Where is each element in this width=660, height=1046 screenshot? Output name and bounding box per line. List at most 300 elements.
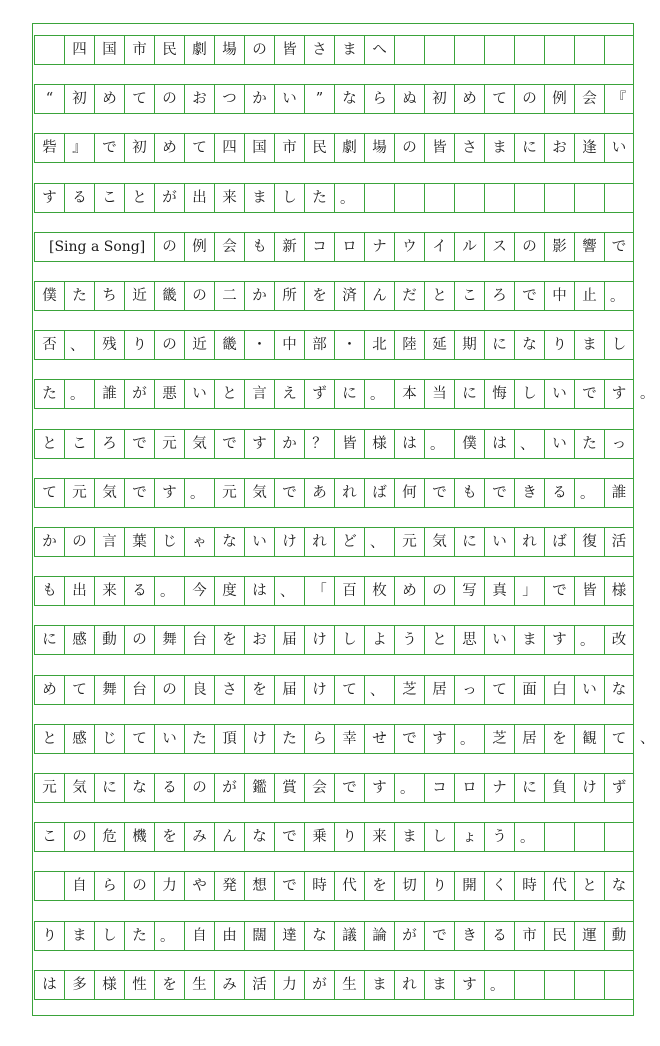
manuscript-cell: の — [424, 577, 454, 605]
manuscript-cell: を — [364, 872, 394, 900]
manuscript-cell — [34, 36, 64, 64]
manuscript-cell: 来 — [94, 577, 124, 605]
manuscript-cell: た — [304, 184, 334, 212]
manuscript-cell: 台 — [124, 676, 154, 704]
manuscript-cell: し — [424, 823, 454, 851]
manuscript-cell: 気 — [94, 479, 124, 507]
manuscript-cell: ル — [454, 233, 484, 261]
manuscript-cell: ウ — [394, 233, 424, 261]
manuscript-cell: こ — [94, 184, 124, 212]
manuscript-row — [34, 84, 634, 114]
manuscript-cell: お — [244, 626, 274, 654]
manuscript-cell: み — [184, 823, 214, 851]
manuscript-cell: け — [274, 528, 304, 556]
manuscript-cell: 出 — [64, 577, 94, 605]
manuscript-cell: い — [184, 380, 214, 408]
manuscript-cell: 葉 — [124, 528, 154, 556]
manuscript-cell: た — [274, 725, 304, 753]
manuscript-cell: 届 — [274, 676, 304, 704]
manuscript-cell: た — [34, 380, 64, 408]
manuscript-row — [34, 330, 634, 360]
manuscript-cell: を — [214, 626, 244, 654]
manuscript-cell: ゃ — [184, 528, 214, 556]
manuscript-cell: 中 — [544, 282, 574, 310]
manuscript-cell: 動 — [604, 922, 634, 950]
manuscript-cell: は — [394, 430, 424, 458]
manuscript-cell: て — [604, 725, 634, 753]
manuscript-cell: 「 — [304, 577, 334, 605]
manuscript-cell: す — [244, 430, 274, 458]
manuscript-cell: う — [394, 626, 424, 654]
manuscript-cell: を — [544, 725, 574, 753]
manuscript-cell: 。 — [334, 184, 364, 212]
manuscript-cell: 悔 — [484, 380, 514, 408]
manuscript-cell: 皆 — [334, 430, 364, 458]
manuscript-cell: な — [604, 676, 634, 704]
manuscript-cell: 運 — [574, 922, 604, 950]
manuscript-cell: の — [184, 774, 214, 802]
manuscript-cell — [574, 823, 604, 851]
manuscript-cell: 。 — [574, 479, 604, 507]
manuscript-cell: ま — [364, 971, 394, 999]
manuscript-cell: に — [334, 380, 364, 408]
manuscript-cell: 芝 — [484, 725, 514, 753]
manuscript-cell: 自 — [64, 872, 94, 900]
manuscript-cell: 枚 — [364, 577, 394, 605]
manuscript-cell: 皆 — [574, 577, 604, 605]
manuscript-cell: 。 — [184, 479, 214, 507]
manuscript-cell: ま — [514, 626, 544, 654]
manuscript-cell: 生 — [334, 971, 364, 999]
manuscript-cell: 本 — [394, 380, 424, 408]
manuscript-cell: 。 — [364, 380, 394, 408]
manuscript-cell: 機 — [124, 823, 154, 851]
manuscript-cell: る — [544, 479, 574, 507]
manuscript-cell: い — [484, 626, 514, 654]
manuscript-cell: 度 — [214, 577, 244, 605]
manuscript-cell: も — [34, 577, 64, 605]
manuscript-cell: コ — [304, 233, 334, 261]
manuscript-cell: も — [244, 233, 274, 261]
manuscript-cell: 面 — [514, 676, 544, 704]
manuscript-cell: り — [424, 872, 454, 900]
manuscript-cell: 台 — [184, 626, 214, 654]
manuscript-cell: の — [124, 626, 154, 654]
manuscript-cell: 所 — [274, 282, 304, 310]
manuscript-cell: な — [214, 528, 244, 556]
manuscript-cell: の — [244, 36, 274, 64]
manuscript-cell: 市 — [124, 36, 154, 64]
overflow-punctuation: 、 — [640, 731, 655, 747]
manuscript-cell: 舞 — [94, 676, 124, 704]
manuscript-cell: お — [544, 134, 574, 162]
manuscript-cell: 気 — [424, 528, 454, 556]
manuscript-cell: 乗 — [304, 823, 334, 851]
manuscript-cell: ろ — [94, 430, 124, 458]
manuscript-cell: に — [514, 134, 544, 162]
manuscript-cell: に — [514, 774, 544, 802]
manuscript-cell: 来 — [214, 184, 244, 212]
manuscript-cell: の — [394, 134, 424, 162]
manuscript-cell: 居 — [514, 725, 544, 753]
manuscript-cell: 、 — [364, 528, 394, 556]
manuscript-cell: 会 — [574, 85, 604, 113]
manuscript-cell: 真 — [484, 577, 514, 605]
manuscript-cell: で — [274, 872, 304, 900]
manuscript-cell: の — [64, 528, 94, 556]
manuscript-cell: き — [454, 922, 484, 950]
manuscript-cell: ぬ — [394, 85, 424, 113]
manuscript-row — [34, 232, 634, 262]
manuscript-cell: 。 — [64, 380, 94, 408]
manuscript-cell: 代 — [544, 872, 574, 900]
manuscript-cell: れ — [394, 971, 424, 999]
manuscript-cell: ナ — [484, 774, 514, 802]
manuscript-cell — [514, 971, 544, 999]
manuscript-cell: 国 — [244, 134, 274, 162]
manuscript-cell: 思 — [454, 626, 484, 654]
manuscript-frame — [32, 23, 634, 1016]
manuscript-cell — [544, 823, 574, 851]
manuscript-cell: み — [214, 971, 244, 999]
manuscript-cell: 元 — [154, 430, 184, 458]
manuscript-cell: て — [34, 479, 64, 507]
manuscript-cell: す — [424, 725, 454, 753]
manuscript-cell: 否 — [34, 331, 64, 359]
manuscript-cell: こ — [34, 823, 64, 851]
manuscript-cell: 気 — [184, 430, 214, 458]
manuscript-cell: や — [184, 872, 214, 900]
manuscript-cell: 二 — [214, 282, 244, 310]
manuscript-cell: な — [604, 872, 634, 900]
manuscript-cell: 動 — [94, 626, 124, 654]
manuscript-row — [34, 379, 634, 409]
manuscript-cell: 四 — [214, 134, 244, 162]
manuscript-cell: お — [184, 85, 214, 113]
manuscript-row — [34, 871, 634, 901]
manuscript-cell: 多 — [64, 971, 94, 999]
manuscript-cell: を — [244, 676, 274, 704]
manuscript-cell: く — [484, 872, 514, 900]
manuscript-cell: て — [124, 725, 154, 753]
manuscript-cell — [574, 184, 604, 212]
manuscript-cell: 止 — [574, 282, 604, 310]
manuscript-cell: 力 — [154, 872, 184, 900]
manuscript-cell: し — [604, 331, 634, 359]
manuscript-cell: 。 — [574, 626, 604, 654]
manuscript-cell: で — [214, 430, 244, 458]
manuscript-cell: い — [484, 528, 514, 556]
manuscript-cell: い — [604, 134, 634, 162]
manuscript-cell: 僕 — [34, 282, 64, 310]
manuscript-cell: 誰 — [94, 380, 124, 408]
manuscript-cell: と — [124, 184, 154, 212]
manuscript-cell: 」 — [514, 577, 544, 605]
manuscript-cell: で — [274, 823, 304, 851]
manuscript-cell: ま — [64, 922, 94, 950]
manuscript-cell: 様 — [94, 971, 124, 999]
manuscript-cell: す — [604, 380, 634, 408]
manuscript-cell: 『 — [604, 85, 634, 113]
manuscript-cell: 。 — [604, 282, 634, 310]
manuscript-cell: い — [544, 430, 574, 458]
manuscript-cell: 僕 — [454, 430, 484, 458]
manuscript-cell: す — [154, 479, 184, 507]
manuscript-cell: な — [514, 331, 544, 359]
manuscript-cell: 性 — [124, 971, 154, 999]
manuscript-cell: で — [124, 479, 154, 507]
manuscript-cell: 期 — [454, 331, 484, 359]
manuscript-cell: 場 — [214, 36, 244, 64]
manuscript-cell: で — [274, 479, 304, 507]
manuscript-cell: 開 — [454, 872, 484, 900]
manuscript-cell: れ — [304, 528, 334, 556]
manuscript-cell: [Sing a Song] — [34, 233, 154, 261]
manuscript-cell: に — [94, 774, 124, 802]
manuscript-cell: 初 — [124, 134, 154, 162]
manuscript-cell: さ — [454, 134, 484, 162]
manuscript-cell: 様 — [604, 577, 634, 605]
manuscript-cell: い — [244, 528, 274, 556]
manuscript-cell: 自 — [184, 922, 214, 950]
manuscript-cell: 場 — [364, 134, 394, 162]
manuscript-cell: 民 — [544, 922, 574, 950]
manuscript-cell: は — [484, 430, 514, 458]
manuscript-cell: ま — [334, 36, 364, 64]
manuscript-cell: 写 — [454, 577, 484, 605]
manuscript-cell: 市 — [274, 134, 304, 162]
manuscript-cell: で — [334, 774, 364, 802]
manuscript-cell: 当 — [424, 380, 454, 408]
manuscript-cell: い — [154, 725, 184, 753]
manuscript-cell: 切 — [394, 872, 424, 900]
manuscript-cell: い — [544, 380, 574, 408]
manuscript-cell — [394, 36, 424, 64]
manuscript-cell: 、 — [514, 430, 544, 458]
manuscript-cell: 元 — [34, 774, 64, 802]
manuscript-cell: 国 — [94, 36, 124, 64]
manuscript-cell: れ — [514, 528, 544, 556]
manuscript-cell — [544, 36, 574, 64]
manuscript-cell: 初 — [424, 85, 454, 113]
manuscript-cell: じ — [94, 725, 124, 753]
manuscript-cell: り — [124, 331, 154, 359]
manuscript-cell: で — [604, 233, 634, 261]
manuscript-cell: て — [124, 85, 154, 113]
manuscript-cell: が — [394, 922, 424, 950]
manuscript-row — [34, 429, 634, 459]
manuscript-cell: ・ — [244, 331, 274, 359]
manuscript-cell: の — [124, 872, 154, 900]
manuscript-cell: ま — [484, 134, 514, 162]
manuscript-row — [34, 281, 634, 311]
manuscript-cell: て — [484, 85, 514, 113]
manuscript-cell: 例 — [184, 233, 214, 261]
manuscript-cell: 、 — [274, 577, 304, 605]
manuscript-cell: で — [574, 380, 604, 408]
manuscript-cell: 言 — [244, 380, 274, 408]
manuscript-cell: ス — [484, 233, 514, 261]
manuscript-cell: 。 — [484, 971, 514, 999]
manuscript-row — [34, 724, 634, 754]
manuscript-cell: 逢 — [574, 134, 604, 162]
manuscript-cell: が — [154, 184, 184, 212]
manuscript-row — [34, 773, 634, 803]
manuscript-cell: ？ — [304, 430, 334, 458]
manuscript-cell: を — [154, 823, 184, 851]
manuscript-cell: 気 — [244, 479, 274, 507]
manuscript-cell — [364, 184, 394, 212]
manuscript-cell: 白 — [544, 676, 574, 704]
manuscript-row — [34, 921, 634, 951]
manuscript-cell: で — [94, 134, 124, 162]
manuscript-cell: と — [34, 725, 64, 753]
manuscript-cell: て — [334, 676, 364, 704]
manuscript-cell: う — [484, 823, 514, 851]
manuscript-cell: か — [244, 282, 274, 310]
manuscript-cell: ば — [544, 528, 574, 556]
manuscript-cell: 会 — [304, 774, 334, 802]
manuscript-cell: 』 — [64, 134, 94, 162]
manuscript-cell — [574, 36, 604, 64]
manuscript-cell: “ — [34, 85, 64, 113]
manuscript-cell: 劇 — [334, 134, 364, 162]
manuscript-cell: の — [514, 85, 544, 113]
manuscript-cell: 元 — [394, 528, 424, 556]
manuscript-cell: 鑑 — [244, 774, 274, 802]
manuscript-cell: 例 — [544, 85, 574, 113]
manuscript-cell: 危 — [94, 823, 124, 851]
manuscript-cell: に — [454, 380, 484, 408]
manuscript-cell: ず — [604, 774, 634, 802]
manuscript-cell: 気 — [64, 774, 94, 802]
manuscript-cell — [604, 184, 634, 212]
manuscript-cell: 発 — [214, 872, 244, 900]
manuscript-cell — [394, 184, 424, 212]
manuscript-cell: せ — [364, 725, 394, 753]
manuscript-cell: 。 — [154, 577, 184, 605]
manuscript-cell: と — [34, 430, 64, 458]
manuscript-cell: ず — [304, 380, 334, 408]
manuscript-cell: も — [454, 479, 484, 507]
manuscript-cell: な — [244, 823, 274, 851]
manuscript-cell — [604, 823, 634, 851]
manuscript-cell — [424, 36, 454, 64]
manuscript-cell: あ — [304, 479, 334, 507]
manuscript-cell — [544, 971, 574, 999]
manuscript-cell: す — [544, 626, 574, 654]
manuscript-cell: と — [424, 626, 454, 654]
manuscript-cell: 誰 — [604, 479, 634, 507]
manuscript-cell: 何 — [394, 479, 424, 507]
manuscript-cell: り — [544, 331, 574, 359]
manuscript-cell: で — [544, 577, 574, 605]
manuscript-cell: と — [214, 380, 244, 408]
manuscript-cell: 会 — [214, 233, 244, 261]
manuscript-cell: 舞 — [154, 626, 184, 654]
manuscript-cell: 幸 — [334, 725, 364, 753]
manuscript-cell — [544, 184, 574, 212]
manuscript-cell: け — [574, 774, 604, 802]
manuscript-cell: 北 — [364, 331, 394, 359]
manuscript-cell: し — [274, 184, 304, 212]
manuscript-cell: り — [34, 922, 64, 950]
manuscript-cell — [514, 36, 544, 64]
manuscript-cell: 今 — [184, 577, 214, 605]
manuscript-cell: 、 — [64, 331, 94, 359]
manuscript-cell: 砦 — [34, 134, 64, 162]
manuscript-cell: い — [274, 85, 304, 113]
manuscript-cell: め — [454, 85, 484, 113]
manuscript-row — [34, 576, 634, 606]
manuscript-cell: ま — [244, 184, 274, 212]
manuscript-cell: て — [64, 676, 94, 704]
manuscript-cell: イ — [424, 233, 454, 261]
manuscript-cell: か — [274, 430, 304, 458]
manuscript-row — [34, 133, 634, 163]
manuscript-cell: 想 — [244, 872, 274, 900]
manuscript-cell: 。 — [514, 823, 544, 851]
manuscript-cell: 悪 — [154, 380, 184, 408]
manuscript-cell: に — [484, 331, 514, 359]
manuscript-cell: し — [514, 380, 544, 408]
manuscript-cell: こ — [454, 282, 484, 310]
manuscript-cell: を — [154, 971, 184, 999]
manuscript-cell: 復 — [574, 528, 604, 556]
manuscript-cell: で — [424, 479, 454, 507]
manuscript-cell: 近 — [184, 331, 214, 359]
manuscript-cell: 達 — [274, 922, 304, 950]
manuscript-cell: て — [184, 134, 214, 162]
manuscript-cell: こ — [64, 430, 94, 458]
manuscript-cell: 中 — [274, 331, 304, 359]
manuscript-cell: に — [34, 626, 64, 654]
manuscript-cell: 初 — [64, 85, 94, 113]
manuscript-cell: で — [484, 479, 514, 507]
manuscript-cell: 新 — [274, 233, 304, 261]
manuscript-cell: 畿 — [214, 331, 244, 359]
manuscript-cell: 芝 — [394, 676, 424, 704]
manuscript-cell: い — [574, 676, 604, 704]
manuscript-cell: は — [34, 971, 64, 999]
manuscript-cell: た — [574, 430, 604, 458]
manuscript-cell: め — [34, 676, 64, 704]
manuscript-cell: だ — [394, 282, 424, 310]
manuscript-cell: ロ — [454, 774, 484, 802]
manuscript-cell: ろ — [484, 282, 514, 310]
manuscript-cell: で — [424, 922, 454, 950]
manuscript-cell: た — [64, 282, 94, 310]
overflow-punctuation: 。 — [640, 386, 655, 402]
manuscript-cell: が — [304, 971, 334, 999]
manuscript-cell: ま — [394, 823, 424, 851]
manuscript-cell: 民 — [304, 134, 334, 162]
manuscript-cell: じ — [154, 528, 184, 556]
manuscript-cell: る — [484, 922, 514, 950]
manuscript-cell: 代 — [334, 872, 364, 900]
manuscript-cell: つ — [214, 85, 244, 113]
manuscript-cell: の — [514, 233, 544, 261]
manuscript-cell: か — [244, 85, 274, 113]
manuscript-cell: き — [514, 479, 544, 507]
manuscript-cell: て — [484, 676, 514, 704]
manuscript-cell — [574, 971, 604, 999]
manuscript-cell: 頂 — [214, 725, 244, 753]
manuscript-cell: 延 — [424, 331, 454, 359]
manuscript-cell: 。 — [424, 430, 454, 458]
manuscript-cell: る — [124, 577, 154, 605]
manuscript-cell: へ — [364, 36, 394, 64]
